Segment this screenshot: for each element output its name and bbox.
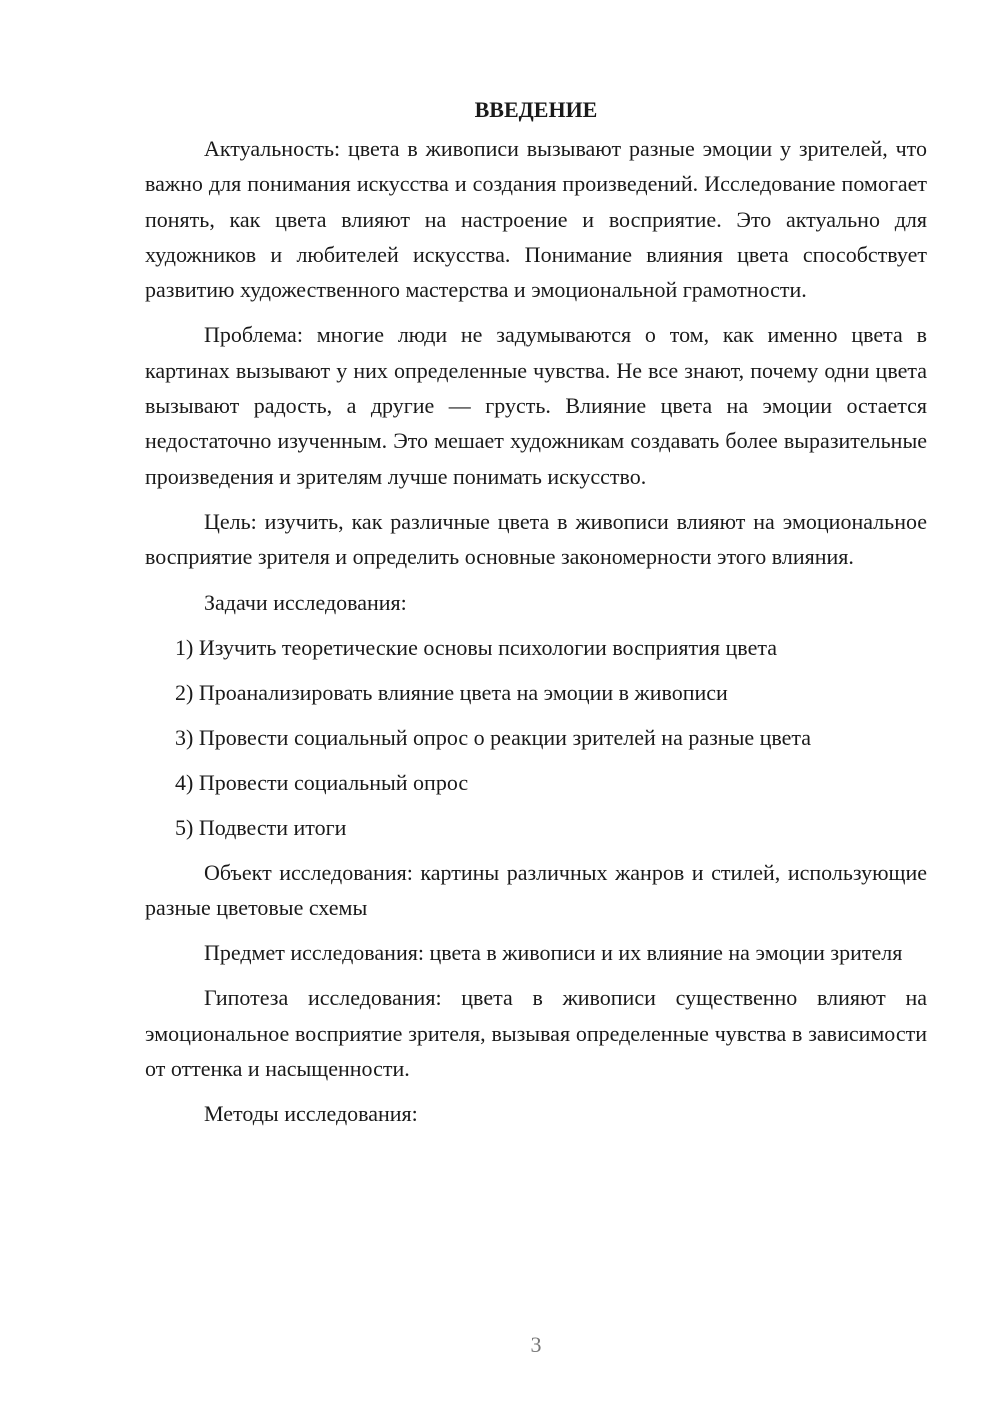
tasks-list bbox=[145, 630, 927, 845]
task-item: 5) Подвести итоги bbox=[175, 814, 347, 840]
object-paragraph: Объект исследования: картины различных жанров и стилей, использующие разные цветовые схемы bbox=[145, 859, 927, 920]
hypothesis-paragraph: Гипотеза исследования: цвета в живописи существенно влияют на эмоциональное восприятие зрителя, вызывая определенные чувства в зависимости от оттенка и насыщенности. bbox=[145, 985, 927, 1082]
methods-heading: Методы исследования: bbox=[204, 1101, 418, 1127]
relevance-paragraph: Актуальность: цвета в живописи вызывают разные эмоции у зрителей, что важно для понимания искусства и создания произведений. Исследование помогает понять, как цвета влияют на настроение и восприятие. Это актуально для художников и любителей искусства. Понимание влияния цвета способствует развитию художественного мастерства и эмоциональной грамотности. bbox=[145, 136, 927, 303]
task-item: 2) Проанализировать влияние цвета на эмоции в живописи bbox=[175, 679, 728, 705]
document-page bbox=[145, 92, 927, 1141]
page-number: 3 bbox=[530, 1332, 542, 1357]
subject-paragraph: Предмет исследования: цвета в живописи и их влияние на эмоции зрителя bbox=[204, 940, 903, 966]
task-item: 4) Провести социальный опрос bbox=[175, 769, 469, 795]
task-item: 1) Изучить теоретические основы психологии восприятия цвета bbox=[175, 634, 777, 660]
problem-paragraph: Проблема: многие люди не задумываются о том, как именно цвета в картинах вызывают у них определенные чувства. Не все знают, почему одни цвета вызывают радость, а другие — грусть. Влияние цвета на эмоции остается недостаточно изученным. Это мешает художникам создавать более выразительные произведения и зрителям лучше понимать искусство. bbox=[145, 322, 927, 489]
page-title: ВВЕДЕНИЕ bbox=[474, 97, 598, 122]
task-item: 3) Провести социальный опрос о реакции зрителей на разные цвета bbox=[175, 724, 812, 750]
goal-paragraph: Цель: изучить, как различные цвета в живописи влияют на эмоциональное восприятие зрителя и определить основные закономерности этого влияния. bbox=[145, 508, 927, 570]
tasks-heading: Задачи исследования: bbox=[204, 589, 407, 615]
